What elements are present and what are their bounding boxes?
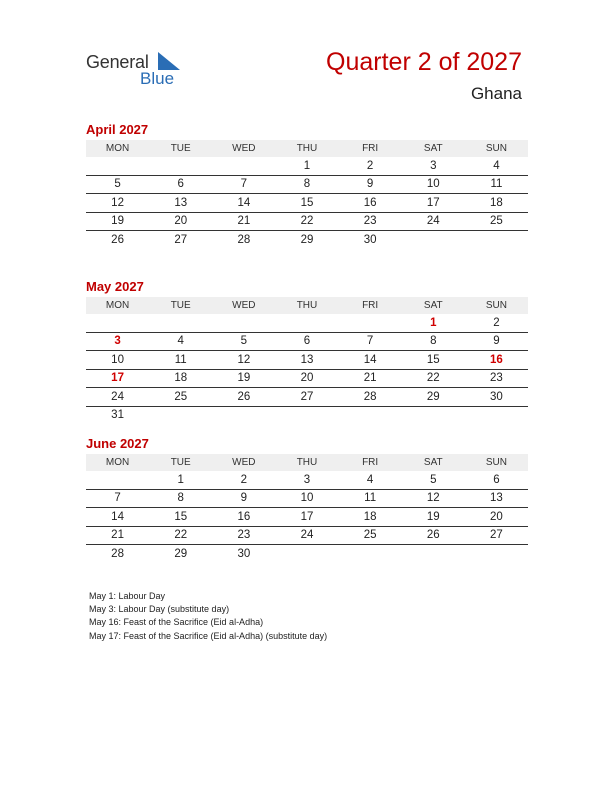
weekday-label: SUN [485,457,507,468]
day-cell: 17 [300,510,314,523]
day-cell: 28 [237,233,251,246]
weekday-label: THU [296,300,318,311]
day-cell: 15 [300,196,314,209]
logo-text-blue: Blue [140,69,175,88]
holiday-day-cell: 16 [490,353,503,366]
week-row [86,176,528,195]
day-cell: 19 [237,372,251,385]
day-cell: 3 [430,159,437,172]
week-row [86,508,528,527]
weekday-label: TUE [170,143,191,154]
day-cell: 1 [177,473,184,486]
week-row [86,490,528,509]
day-cell: 14 [111,510,124,523]
weekday-label: THU [296,143,318,154]
day-cell: 4 [177,335,184,348]
day-cell: 25 [363,529,377,542]
day-cell: 3 [303,473,311,486]
day-cell: 28 [111,547,124,560]
week-row [86,545,528,563]
day-cell: 10 [300,492,314,505]
weekday-label: SAT [423,300,443,311]
logo-triangle-icon [158,52,180,70]
day-cell: 10 [426,178,440,191]
day-cell: 8 [303,178,311,191]
logo-text-general: General [86,52,149,72]
week-row [86,351,528,370]
day-cell: 12 [111,196,124,209]
holiday-day-cell: 3 [114,335,121,348]
day-cell: 9 [240,492,248,505]
day-cell: 25 [174,390,188,403]
day-cell: 18 [490,196,503,209]
month-calendar-may [86,279,528,424]
day-cell: 6 [493,473,500,486]
day-cell: 23 [237,529,251,542]
week-row [86,314,528,333]
day-cell: 20 [174,215,188,228]
weekday-label: FRI [362,143,379,154]
holiday-note: May 3: Labour Day (substitute day) [89,604,230,615]
weekday-label: FRI [362,457,379,468]
holiday-day-cell: 17 [111,372,124,385]
day-cell: 19 [111,215,124,228]
day-cell: 29 [426,390,440,403]
page-title: Quarter 2 of 2027 [326,48,522,76]
day-cell: 11 [490,178,503,191]
day-cell: 13 [174,196,188,209]
day-cell: 16 [237,510,251,523]
day-cell: 30 [363,233,377,246]
day-cell: 27 [300,390,314,403]
day-cell: 31 [111,409,124,422]
day-cell: 23 [490,372,503,385]
day-cell: 5 [114,178,121,191]
day-cell: 19 [426,510,440,523]
day-cell: 22 [300,215,314,228]
day-cell: 12 [237,353,251,366]
day-cell: 27 [490,529,503,542]
day-cell: 17 [426,196,440,209]
weekday-label: SAT [423,457,443,468]
day-cell: 15 [174,510,188,523]
day-cell: 26 [237,390,251,403]
month-title: June 2027 [86,436,149,451]
week-row [86,213,528,232]
day-cell: 2 [493,316,500,329]
weekday-label: TUE [170,457,191,468]
day-cell: 20 [300,372,314,385]
week-row [86,407,528,425]
day-cell: 16 [363,196,377,209]
day-cell: 4 [366,473,374,486]
day-cell: 28 [363,390,377,403]
week-row [86,231,528,249]
day-cell: 23 [363,215,377,228]
weekday-label: FRI [362,300,379,311]
week-row [86,157,528,176]
week-row [86,388,528,407]
country-name: Ghana [470,84,522,103]
weekday-label: WED [232,300,256,311]
week-row [86,471,528,490]
day-cell: 10 [111,353,124,366]
holiday-note: May 16: Feast of the Sacrifice (Eid al-Adha) [89,617,264,628]
day-cell: 21 [111,529,124,542]
weekday-header-row [86,454,528,471]
week-row [86,527,528,546]
day-cell: 2 [240,473,248,486]
day-cell: 22 [426,372,440,385]
holiday-day-cell: 1 [430,316,437,329]
week-row [86,333,528,352]
weekday-header-row [86,297,528,314]
day-cell: 18 [363,510,377,523]
day-cell: 26 [426,529,440,542]
day-cell: 22 [174,529,188,542]
day-cell: 24 [426,215,440,228]
day-cell: 5 [430,473,437,486]
day-cell: 9 [493,335,500,348]
day-cell: 12 [426,492,440,505]
day-cell: 7 [366,335,374,348]
day-cell: 15 [426,353,440,366]
day-cell: 8 [430,335,437,348]
day-cell: 14 [363,353,377,366]
day-cell: 29 [174,547,188,560]
day-cell: 30 [237,547,251,560]
day-cell: 7 [114,492,121,505]
weekday-label: MON [105,300,130,311]
day-cell: 5 [240,335,248,348]
day-cell: 24 [300,529,314,542]
weekday-label: WED [232,457,256,468]
day-cell: 11 [364,492,377,505]
day-cell: 26 [111,233,124,246]
weekday-label: MON [105,457,130,468]
day-cell: 6 [177,178,184,191]
week-row [86,194,528,213]
day-cell: 18 [174,372,188,385]
day-cell: 20 [490,510,503,523]
day-cell: 7 [240,178,248,191]
day-cell: 6 [303,335,311,348]
weekday-label: SUN [485,300,507,311]
holiday-notes [89,590,327,643]
day-cell: 1 [303,159,311,172]
weekday-label: THU [296,457,318,468]
weekday-label: WED [232,143,256,154]
day-cell: 21 [237,215,251,228]
day-cell: 11 [174,353,187,366]
month-title: May 2027 [86,279,144,294]
holiday-note: May 1: Labour Day [89,591,166,601]
weekday-label: SAT [423,143,443,154]
weekday-label: MON [105,143,130,154]
day-cell: 13 [300,353,314,366]
month-calendar-june [86,436,528,563]
week-row [86,370,528,389]
holiday-note: May 17: Feast of the Sacrifice (Eid al-Adha) (substitute day) [89,630,328,641]
month-calendar-april [86,122,528,249]
weekday-label: SUN [485,143,507,154]
day-cell: 9 [366,178,374,191]
day-cell: 13 [490,492,503,505]
day-cell: 2 [366,159,374,172]
weekday-header-row [86,140,528,157]
month-title: April 2027 [86,122,149,137]
day-cell: 21 [363,372,377,385]
day-cell: 14 [237,196,251,209]
day-cell: 29 [300,233,314,246]
day-cell: 30 [490,390,503,403]
day-cell: 8 [177,492,184,505]
day-cell: 24 [111,390,124,403]
day-cell: 25 [490,215,503,228]
day-cell: 27 [174,233,188,246]
brand-logo [86,50,196,92]
weekday-label: TUE [170,300,191,311]
day-cell: 4 [493,159,500,172]
